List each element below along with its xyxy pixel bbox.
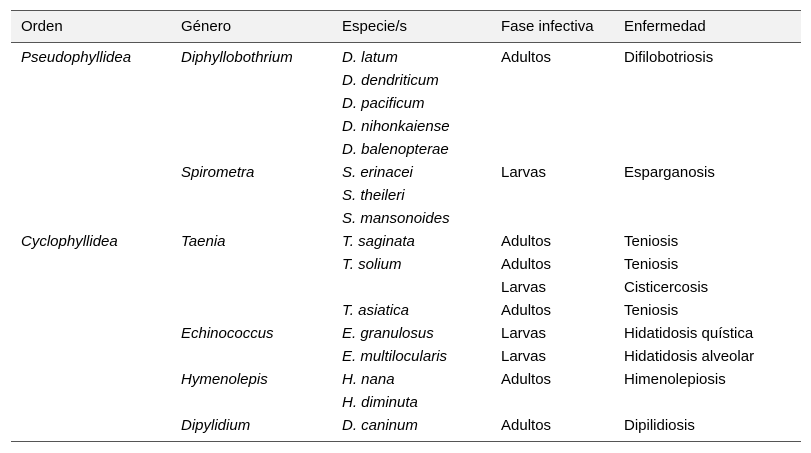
header-row xyxy=(11,11,801,43)
cell-especie: H. diminuta xyxy=(342,394,418,411)
cell-orden xyxy=(11,92,171,115)
cell-fase xyxy=(491,184,614,207)
table-row xyxy=(11,368,801,391)
cell-orden xyxy=(11,299,171,322)
cell-genero: Spirometra xyxy=(181,164,255,181)
cell-fase xyxy=(491,391,614,414)
table-body xyxy=(11,43,801,442)
cell-fase: Larvas xyxy=(501,348,547,365)
cell-fase: Adultos xyxy=(501,256,552,273)
cell-especie: E. granulosus xyxy=(342,325,434,342)
table-row xyxy=(11,299,801,322)
cell-especie: D. nihonkaiense xyxy=(342,118,450,135)
cell-genero xyxy=(171,92,332,115)
cell-genero: Dipylidium xyxy=(171,414,332,442)
cell-genero xyxy=(171,207,332,230)
cell-enfermedad: Dipilidiosis xyxy=(614,414,801,442)
cell-especie xyxy=(332,276,491,299)
cell-especie: D. pacificum xyxy=(342,95,425,112)
cell-especie: T. solium xyxy=(342,256,402,273)
cell-fase xyxy=(491,207,614,230)
cell-especie: D. caninum xyxy=(332,414,491,442)
cell-enfermedad: Hidatidosis quística xyxy=(624,325,754,342)
cell-enfermedad xyxy=(614,207,801,230)
cell-especie: S. mansonoides xyxy=(342,210,450,227)
cell-fase xyxy=(491,138,614,161)
cell-genero xyxy=(171,115,332,138)
cell-genero xyxy=(171,299,332,322)
cell-enfermedad xyxy=(614,138,801,161)
cell-enfermedad xyxy=(614,391,801,414)
cell-fase: Larvas xyxy=(501,325,547,342)
table-row xyxy=(11,253,801,276)
cell-genero xyxy=(171,276,332,299)
table-row xyxy=(11,391,801,414)
cell-orden xyxy=(11,322,171,345)
cell-enfermedad xyxy=(614,69,801,92)
cell-orden: Cyclophyllidea xyxy=(21,233,118,250)
cell-enfermedad: Himenolepiosis xyxy=(624,371,726,388)
cell-fase xyxy=(491,69,614,92)
cell-especie: T. saginata xyxy=(342,233,415,250)
cell-orden xyxy=(11,345,171,368)
cell-fase: Adultos xyxy=(501,371,552,388)
table-row xyxy=(11,69,801,92)
cell-genero: Echinococcus xyxy=(181,325,274,342)
cell-fase: Larvas xyxy=(501,164,547,181)
header-orden: Orden xyxy=(11,11,171,43)
table-row xyxy=(11,276,801,299)
cell-orden xyxy=(11,414,171,442)
cell-fase: Adultos xyxy=(501,233,552,250)
table-row xyxy=(11,207,801,230)
table-row xyxy=(11,414,801,442)
cell-fase xyxy=(491,92,614,115)
cell-orden xyxy=(11,161,171,184)
cell-enfermedad: Difilobotriosis xyxy=(624,49,714,66)
cell-orden xyxy=(11,368,171,391)
table-row xyxy=(11,92,801,115)
table-row xyxy=(11,115,801,138)
cell-especie: T. asiatica xyxy=(342,302,409,319)
cell-fase: Adultos xyxy=(501,49,552,66)
cell-fase: Adultos xyxy=(491,414,614,442)
cell-orden xyxy=(11,207,171,230)
cestode-table-container xyxy=(11,10,801,442)
cell-especie: E. multilocularis xyxy=(342,348,448,365)
header-genero: Género xyxy=(171,11,332,43)
cell-fase: Larvas xyxy=(501,279,547,296)
cestode-table xyxy=(11,10,801,442)
table-row xyxy=(11,322,801,345)
cell-especie: H. nana xyxy=(342,371,395,388)
cell-enfermedad: Hidatidosis alveolar xyxy=(624,348,755,365)
header-enfermedad: Enfermedad xyxy=(614,11,801,43)
cell-especie: D. dendriticum xyxy=(342,72,439,89)
table-row xyxy=(11,138,801,161)
cell-orden xyxy=(11,184,171,207)
table-header xyxy=(11,11,801,43)
cell-especie: S. erinacei xyxy=(342,164,413,181)
table-row xyxy=(11,230,801,253)
cell-enfermedad: Teniosis xyxy=(624,302,679,319)
table-row xyxy=(11,184,801,207)
cell-orden xyxy=(11,276,171,299)
cell-especie: D. balenopterae xyxy=(342,141,449,158)
cell-genero: Taenia xyxy=(181,233,226,250)
header-fase-infectiva: Fase infectiva xyxy=(491,11,614,43)
cell-genero xyxy=(171,345,332,368)
table-row xyxy=(11,345,801,368)
cell-genero: Hymenolepis xyxy=(181,371,268,388)
cell-genero xyxy=(171,69,332,92)
cell-enfermedad xyxy=(614,92,801,115)
cell-enfermedad: Esparganosis xyxy=(624,164,715,181)
cell-orden xyxy=(11,69,171,92)
cell-orden xyxy=(11,115,171,138)
cell-orden xyxy=(11,253,171,276)
cell-genero xyxy=(171,253,332,276)
cell-orden xyxy=(11,391,171,414)
cell-orden: Pseudophyllidea xyxy=(21,49,132,66)
cell-genero: Diphyllobothrium xyxy=(181,49,293,66)
cell-genero xyxy=(171,391,332,414)
cell-fase xyxy=(491,115,614,138)
cell-especie: S. theileri xyxy=(342,187,405,204)
cell-fase: Adultos xyxy=(501,302,552,319)
cell-enfermedad: Teniosis xyxy=(624,256,679,273)
cell-enfermedad: Cisticercosis xyxy=(624,279,709,296)
cell-enfermedad xyxy=(614,115,801,138)
cell-genero xyxy=(171,184,332,207)
cell-enfermedad: Teniosis xyxy=(624,233,679,250)
cell-especie: D. latum xyxy=(342,49,398,66)
cell-genero xyxy=(171,138,332,161)
table-row xyxy=(11,43,801,70)
cell-enfermedad xyxy=(614,184,801,207)
header-especies: Especie/s xyxy=(332,11,491,43)
table-row xyxy=(11,161,801,184)
cell-orden xyxy=(11,138,171,161)
